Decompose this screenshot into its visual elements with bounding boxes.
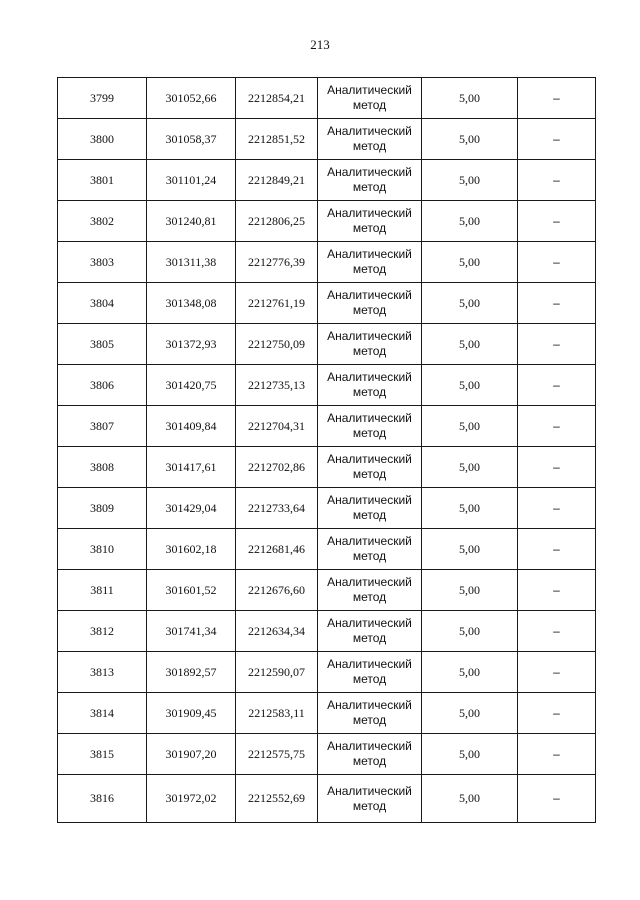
- accuracy-cell: 5,00: [422, 529, 518, 570]
- method-label-line1: Аналитический: [327, 329, 412, 343]
- method-label-line2: метод: [352, 672, 387, 686]
- table-row: [58, 78, 596, 119]
- x-coordinate-cell: 301311,38: [147, 242, 236, 283]
- y-coordinate-cell: 2212590,07: [236, 652, 318, 693]
- accuracy-cell: 5,00: [422, 201, 518, 242]
- method-cell: [318, 242, 422, 283]
- method-label-line2: метод: [352, 221, 387, 235]
- x-coordinate-cell: 301417,61: [147, 447, 236, 488]
- method-label-line2: метод: [352, 467, 387, 481]
- accuracy-cell: 5,00: [422, 734, 518, 775]
- x-coordinate-cell: 301602,18: [147, 529, 236, 570]
- accuracy-cell: 5,00: [422, 570, 518, 611]
- method-label-line1: Аналитический: [327, 698, 412, 712]
- accuracy-cell: 5,00: [422, 160, 518, 201]
- point-number-cell: 3812: [58, 611, 147, 652]
- table-row: [58, 160, 596, 201]
- method-label-line2: метод: [352, 303, 387, 317]
- accuracy-cell: 5,00: [422, 119, 518, 160]
- method-label-line1: Аналитический: [327, 288, 412, 302]
- method-label-line2: метод: [352, 262, 387, 276]
- y-coordinate-cell: 2212575,75: [236, 734, 318, 775]
- note-dash-cell: –: [518, 242, 596, 283]
- method-label-line1: Аналитический: [327, 165, 412, 179]
- coordinates-table: [57, 77, 596, 823]
- y-coordinate-cell: 2212735,13: [236, 365, 318, 406]
- table-row: [58, 775, 596, 823]
- method-label-line1: Аналитический: [327, 124, 412, 138]
- table-row: [58, 570, 596, 611]
- x-coordinate-cell: 301429,04: [147, 488, 236, 529]
- method-cell: [318, 406, 422, 447]
- table-body: [58, 78, 596, 823]
- note-dash-cell: –: [518, 693, 596, 734]
- x-coordinate-cell: 301420,75: [147, 365, 236, 406]
- accuracy-cell: 5,00: [422, 78, 518, 119]
- note-dash-cell: –: [518, 283, 596, 324]
- point-number-cell: 3814: [58, 693, 147, 734]
- method-cell: [318, 119, 422, 160]
- method-cell: [318, 570, 422, 611]
- y-coordinate-cell: 2212806,25: [236, 201, 318, 242]
- table-row: [58, 529, 596, 570]
- x-coordinate-cell: 301892,57: [147, 652, 236, 693]
- y-coordinate-cell: 2212552,69: [236, 775, 318, 823]
- y-coordinate-cell: 2212776,39: [236, 242, 318, 283]
- y-coordinate-cell: 2212733,64: [236, 488, 318, 529]
- method-cell: [318, 652, 422, 693]
- point-number-cell: 3799: [58, 78, 147, 119]
- method-cell: [318, 201, 422, 242]
- x-coordinate-cell: 301601,52: [147, 570, 236, 611]
- accuracy-cell: 5,00: [422, 611, 518, 652]
- accuracy-cell: 5,00: [422, 365, 518, 406]
- method-label-line1: Аналитический: [327, 247, 412, 261]
- method-label-line1: Аналитический: [327, 534, 412, 548]
- accuracy-cell: 5,00: [422, 324, 518, 365]
- x-coordinate-cell: 301741,34: [147, 611, 236, 652]
- accuracy-cell: 5,00: [422, 488, 518, 529]
- method-label-line1: Аналитический: [327, 411, 412, 425]
- method-cell: [318, 775, 422, 823]
- point-number-cell: 3813: [58, 652, 147, 693]
- page-number: 213: [310, 37, 330, 52]
- point-number-cell: 3811: [58, 570, 147, 611]
- method-cell: [318, 611, 422, 652]
- table-row: [58, 488, 596, 529]
- accuracy-cell: 5,00: [422, 775, 518, 823]
- note-dash-cell: –: [518, 447, 596, 488]
- x-coordinate-cell: 301240,81: [147, 201, 236, 242]
- table-row: [58, 365, 596, 406]
- table-row: [58, 119, 596, 160]
- accuracy-cell: 5,00: [422, 447, 518, 488]
- accuracy-cell: 5,00: [422, 406, 518, 447]
- table-row: [58, 693, 596, 734]
- accuracy-cell: 5,00: [422, 242, 518, 283]
- method-label-line2: метод: [352, 139, 387, 153]
- method-label-line1: Аналитический: [327, 206, 412, 220]
- method-cell: [318, 529, 422, 570]
- note-dash-cell: –: [518, 78, 596, 119]
- x-coordinate-cell: 301907,20: [147, 734, 236, 775]
- method-label-line1: Аналитический: [327, 657, 412, 671]
- method-label-line2: метод: [352, 344, 387, 358]
- x-coordinate-cell: 301372,93: [147, 324, 236, 365]
- method-label-line2: метод: [352, 426, 387, 440]
- y-coordinate-cell: 2212634,34: [236, 611, 318, 652]
- note-dash-cell: –: [518, 160, 596, 201]
- method-label-line1: Аналитический: [327, 493, 412, 507]
- method-cell: [318, 324, 422, 365]
- method-cell: [318, 160, 422, 201]
- point-number-cell: 3800: [58, 119, 147, 160]
- x-coordinate-cell: 301972,02: [147, 775, 236, 823]
- x-coordinate-cell: 301052,66: [147, 78, 236, 119]
- point-number-cell: 3807: [58, 406, 147, 447]
- table-row: [58, 611, 596, 652]
- y-coordinate-cell: 2212702,86: [236, 447, 318, 488]
- method-cell: [318, 447, 422, 488]
- y-coordinate-cell: 2212761,19: [236, 283, 318, 324]
- y-coordinate-cell: 2212849,21: [236, 160, 318, 201]
- note-dash-cell: –: [518, 734, 596, 775]
- accuracy-cell: 5,00: [422, 283, 518, 324]
- method-label-line1: Аналитический: [327, 616, 412, 630]
- point-number-cell: 3805: [58, 324, 147, 365]
- point-number-cell: 3810: [58, 529, 147, 570]
- y-coordinate-cell: 2212583,11: [236, 693, 318, 734]
- note-dash-cell: –: [518, 406, 596, 447]
- point-number-cell: 3816: [58, 775, 147, 823]
- note-dash-cell: –: [518, 652, 596, 693]
- method-cell: [318, 365, 422, 406]
- point-number-cell: 3806: [58, 365, 147, 406]
- method-label-line1: Аналитический: [327, 575, 412, 589]
- method-label-line2: метод: [352, 798, 387, 813]
- method-label-line2: метод: [352, 631, 387, 645]
- table-row: [58, 242, 596, 283]
- y-coordinate-cell: 2212676,60: [236, 570, 318, 611]
- note-dash-cell: –: [518, 529, 596, 570]
- method-label-line2: метод: [352, 180, 387, 194]
- point-number-cell: 3808: [58, 447, 147, 488]
- table-row: [58, 201, 596, 242]
- method-label-line1: Аналитический: [327, 83, 412, 97]
- method-label-line2: метод: [352, 590, 387, 604]
- method-label-line1: Аналитический: [327, 739, 412, 753]
- point-number-cell: 3809: [58, 488, 147, 529]
- table-row: [58, 447, 596, 488]
- x-coordinate-cell: 301348,08: [147, 283, 236, 324]
- note-dash-cell: –: [518, 775, 596, 823]
- y-coordinate-cell: 2212681,46: [236, 529, 318, 570]
- note-dash-cell: –: [518, 201, 596, 242]
- method-label-line1: Аналитический: [327, 452, 412, 466]
- method-label-line2: метод: [352, 549, 387, 563]
- note-dash-cell: –: [518, 119, 596, 160]
- method-cell: [318, 283, 422, 324]
- method-cell: [318, 78, 422, 119]
- note-dash-cell: –: [518, 488, 596, 529]
- method-cell: [318, 734, 422, 775]
- x-coordinate-cell: 301101,24: [147, 160, 236, 201]
- table-row: [58, 324, 596, 365]
- method-label-line1: Аналитический: [327, 370, 412, 384]
- table-row: [58, 406, 596, 447]
- table-row: [58, 283, 596, 324]
- method-label-line2: метод: [352, 98, 387, 112]
- point-number-cell: 3803: [58, 242, 147, 283]
- note-dash-cell: –: [518, 570, 596, 611]
- point-number-cell: 3815: [58, 734, 147, 775]
- accuracy-cell: 5,00: [422, 652, 518, 693]
- y-coordinate-cell: 2212854,21: [236, 78, 318, 119]
- note-dash-cell: –: [518, 611, 596, 652]
- x-coordinate-cell: 301409,84: [147, 406, 236, 447]
- method-label-line2: метод: [352, 713, 387, 727]
- y-coordinate-cell: 2212851,52: [236, 119, 318, 160]
- accuracy-cell: 5,00: [422, 693, 518, 734]
- table-row: [58, 652, 596, 693]
- method-cell: [318, 488, 422, 529]
- method-label-line1: Аналитический: [327, 783, 412, 798]
- note-dash-cell: –: [518, 365, 596, 406]
- point-number-cell: 3804: [58, 283, 147, 324]
- x-coordinate-cell: 301909,45: [147, 693, 236, 734]
- method-label-line2: метод: [352, 385, 387, 399]
- x-coordinate-cell: 301058,37: [147, 119, 236, 160]
- method-cell: [318, 693, 422, 734]
- method-label-line2: метод: [352, 754, 387, 768]
- y-coordinate-cell: 2212704,31: [236, 406, 318, 447]
- table-row: [58, 734, 596, 775]
- note-dash-cell: –: [518, 324, 596, 365]
- y-coordinate-cell: 2212750,09: [236, 324, 318, 365]
- method-label-line2: метод: [352, 508, 387, 522]
- point-number-cell: 3801: [58, 160, 147, 201]
- point-number-cell: 3802: [58, 201, 147, 242]
